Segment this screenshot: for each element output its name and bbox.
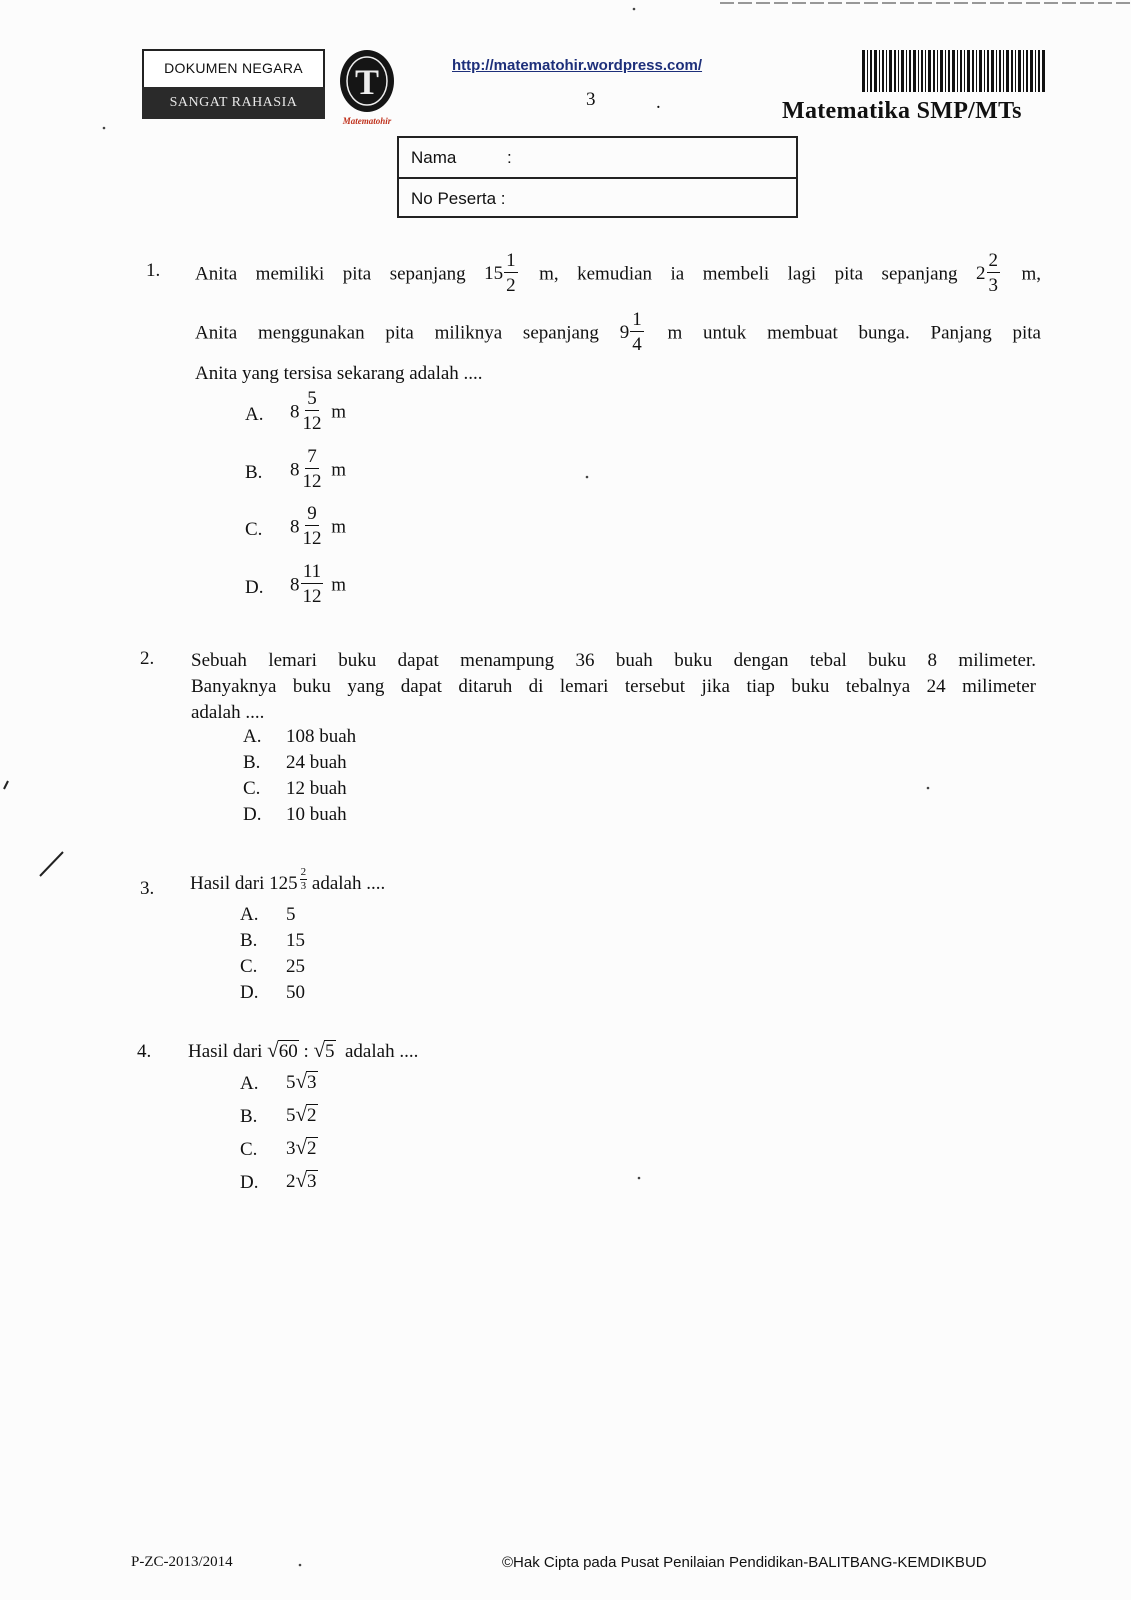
q1-a-den: 12 bbox=[302, 413, 322, 434]
q2-option-d-letter[interactable]: D. bbox=[243, 804, 262, 825]
q4-sqrt-1 bbox=[267, 1040, 299, 1063]
q1-c-unit: m bbox=[331, 516, 347, 538]
radical-icon: √ bbox=[267, 1038, 279, 1062]
q1-b-den: 12 bbox=[302, 471, 322, 492]
q1-frac3-num: 1 bbox=[632, 309, 642, 330]
q2-option-a-value[interactable]: 108 buah bbox=[286, 726, 357, 747]
participant-number-row[interactable] bbox=[399, 177, 796, 216]
matematohir-logo bbox=[336, 48, 398, 128]
barcode-icon bbox=[862, 50, 1045, 92]
q1-frac3-whole: 9 bbox=[619, 322, 630, 344]
q3-option-a-letter[interactable]: A. bbox=[240, 904, 259, 925]
q1-text-c: m, bbox=[1021, 263, 1041, 285]
logo-letter: T bbox=[354, 62, 380, 102]
dust-speck bbox=[586, 476, 589, 479]
source-url-link[interactable]: http://matematohir.wordpress.com/ bbox=[452, 57, 703, 74]
q1-d-whole: 8 bbox=[290, 574, 300, 596]
q3-text-b: adalah .... bbox=[311, 873, 386, 894]
q1-frac1-whole: 15 bbox=[484, 263, 504, 285]
q1-text-e: m untuk membuat bunga. Panjang pita bbox=[667, 322, 1041, 344]
q1-fraction-3 bbox=[619, 309, 647, 355]
q4-sqrt-2 bbox=[313, 1040, 335, 1063]
name-row[interactable] bbox=[399, 138, 796, 177]
question-4-text bbox=[188, 1039, 418, 1065]
q4-option-c-letter[interactable]: C. bbox=[240, 1139, 258, 1160]
page-mark: . bbox=[656, 92, 661, 113]
question-1-line-2 bbox=[195, 309, 1041, 355]
q4-b-coef: 5 bbox=[286, 1105, 296, 1126]
q3-text-a: Hasil dari bbox=[190, 873, 265, 894]
pen-mark bbox=[4, 781, 8, 789]
radical-icon: √ bbox=[313, 1038, 325, 1062]
participant-number-label: No Peserta : bbox=[411, 189, 506, 208]
radical-icon: √ bbox=[295, 1102, 308, 1126]
q1-text-f: Anita yang tersisa sekarang adalah .... bbox=[195, 363, 483, 384]
q1-option-a-letter[interactable]: A. bbox=[245, 404, 264, 425]
q2-option-d-value[interactable]: 10 buah bbox=[286, 804, 347, 825]
q1-a-unit: m bbox=[331, 401, 347, 423]
radical-icon: √ bbox=[295, 1069, 308, 1093]
q3-option-c-letter[interactable]: C. bbox=[240, 956, 258, 977]
q1-frac3-den: 4 bbox=[632, 334, 642, 355]
q4-text-b: adalah .... bbox=[345, 1041, 419, 1062]
q1-option-d-value[interactable] bbox=[290, 561, 347, 608]
radical-icon: √ bbox=[295, 1168, 308, 1192]
copyright-notice: ©Hak Cipta pada Pusat Penilaian Pendidikan-BALITBANG-KEMDIKBUD bbox=[502, 1554, 987, 1571]
q1-a-num: 5 bbox=[307, 388, 317, 409]
document-code: P-ZC-2013/2014 bbox=[131, 1554, 233, 1570]
q2-option-c-letter[interactable]: C. bbox=[243, 778, 261, 799]
q4-c-radicand: 2 bbox=[307, 1138, 317, 1159]
q4-option-c-value[interactable] bbox=[286, 1137, 318, 1160]
q1-b-unit: m bbox=[331, 459, 347, 481]
q4-option-a-letter[interactable]: A. bbox=[240, 1073, 259, 1094]
q1-option-c-value[interactable] bbox=[290, 503, 347, 550]
q4-a-radicand: 3 bbox=[307, 1072, 317, 1093]
q4-option-a-value[interactable] bbox=[286, 1071, 318, 1094]
identity-table bbox=[397, 136, 798, 218]
radical-icon: √ bbox=[295, 1135, 308, 1159]
subject-title: Matematika SMP/MTs bbox=[782, 98, 1022, 124]
question-4-number: 4. bbox=[137, 1041, 152, 1062]
q4-c-coef: 3 bbox=[286, 1138, 296, 1159]
question-2-line-2: Banyaknya buku yang dapat ditaruh di lemari tersebut jika tiap buku tebalnya 24 milimeter bbox=[191, 676, 1036, 697]
dust-speck bbox=[633, 8, 636, 11]
q1-frac2-num: 2 bbox=[988, 250, 998, 271]
pen-mark bbox=[40, 852, 63, 876]
question-1-number: 1. bbox=[146, 260, 161, 281]
name-colon: : bbox=[507, 148, 512, 167]
q1-option-d-letter[interactable]: D. bbox=[245, 577, 264, 598]
q4-option-d-value[interactable] bbox=[286, 1170, 318, 1193]
q4-text-a: Hasil dari bbox=[188, 1041, 263, 1062]
q2-option-c-value[interactable]: 12 buah bbox=[286, 778, 347, 799]
question-2-line-3: adalah .... bbox=[191, 702, 265, 723]
q2-option-b-value[interactable]: 24 buah bbox=[286, 752, 347, 773]
q1-text-a: Anita memiliki pita sepanjang bbox=[195, 263, 466, 285]
q1-fraction-1 bbox=[484, 250, 521, 296]
q4-d-radicand: 3 bbox=[307, 1171, 317, 1192]
logo-caption: Matematohir bbox=[342, 116, 392, 126]
question-1-line-1 bbox=[195, 250, 1041, 296]
q3-option-d-value[interactable]: 50 bbox=[286, 982, 305, 1003]
q1-b-whole: 8 bbox=[290, 459, 300, 481]
q1-c-num: 9 bbox=[307, 503, 317, 524]
question-3-text bbox=[190, 866, 385, 902]
q2-option-a-letter[interactable]: A. bbox=[243, 726, 262, 747]
q4-option-d-letter[interactable]: D. bbox=[240, 1172, 259, 1193]
q3-option-c-value[interactable]: 25 bbox=[286, 956, 305, 977]
q3-option-a-value[interactable]: 5 bbox=[286, 904, 296, 925]
q4-option-b-letter[interactable]: B. bbox=[240, 1106, 258, 1127]
q1-frac1-num: 1 bbox=[506, 250, 516, 271]
q1-c-whole: 8 bbox=[290, 516, 300, 538]
q1-text-b: m, kemudian ia membeli lagi pita sepanjang bbox=[539, 263, 958, 285]
q3-option-b-value[interactable]: 15 bbox=[286, 930, 305, 951]
page-number: 3 bbox=[586, 89, 596, 110]
q1-b-num: 7 bbox=[307, 446, 317, 467]
q1-d-den: 12 bbox=[302, 586, 322, 607]
q4-a-coef: 5 bbox=[286, 1072, 296, 1093]
q4-b-radicand: 2 bbox=[307, 1105, 317, 1126]
dust-speck bbox=[927, 787, 930, 790]
q2-option-b-letter[interactable]: B. bbox=[243, 752, 261, 773]
q1-c-den: 12 bbox=[302, 528, 322, 549]
q1-option-b-value[interactable] bbox=[290, 446, 347, 493]
q1-option-c-letter[interactable]: C. bbox=[245, 519, 263, 540]
dust-speck bbox=[638, 1177, 641, 1180]
q4-operator: : bbox=[303, 1041, 309, 1062]
q3-option-d-letter[interactable]: D. bbox=[240, 982, 259, 1003]
question-2-line-1: Sebuah lemari buku dapat menampung 36 buah buku dengan tebal buku 8 milimeter. bbox=[191, 650, 1036, 671]
q4-radicand-2: 5 bbox=[325, 1041, 335, 1062]
dust-speck bbox=[103, 127, 106, 130]
question-3-number: 3. bbox=[140, 878, 155, 899]
dust-speck bbox=[299, 1564, 302, 1567]
document-label: DOKUMEN NEGARA bbox=[164, 60, 303, 76]
q1-fraction-2 bbox=[976, 250, 1003, 296]
q1-text-d: Anita menggunakan pita miliknya sepanjang bbox=[195, 322, 599, 344]
q3-exp-num: 2 bbox=[300, 866, 307, 878]
q3-exp-den: 3 bbox=[300, 880, 307, 892]
q3-option-b-letter[interactable]: B. bbox=[240, 930, 258, 951]
q3-base: 125 bbox=[269, 873, 298, 894]
question-2-number: 2. bbox=[140, 648, 155, 669]
q1-frac1-den: 2 bbox=[506, 275, 516, 296]
name-label: Nama bbox=[411, 148, 457, 167]
secrecy-label: SANGAT RAHASIA bbox=[142, 87, 325, 119]
q1-frac2-den: 3 bbox=[988, 275, 998, 296]
q1-option-b-letter[interactable]: B. bbox=[245, 462, 263, 483]
document-classification-box bbox=[142, 49, 325, 119]
q1-frac2-whole: 2 bbox=[976, 263, 986, 285]
q1-option-a-value[interactable] bbox=[290, 388, 347, 435]
q4-radicand-1: 60 bbox=[278, 1041, 298, 1062]
q4-option-b-value[interactable] bbox=[286, 1104, 318, 1127]
q3-power bbox=[269, 866, 307, 894]
q1-d-num: 11 bbox=[302, 561, 322, 582]
q1-d-unit: m bbox=[331, 574, 347, 596]
q4-d-coef: 2 bbox=[286, 1171, 296, 1192]
q1-a-whole: 8 bbox=[290, 401, 300, 423]
